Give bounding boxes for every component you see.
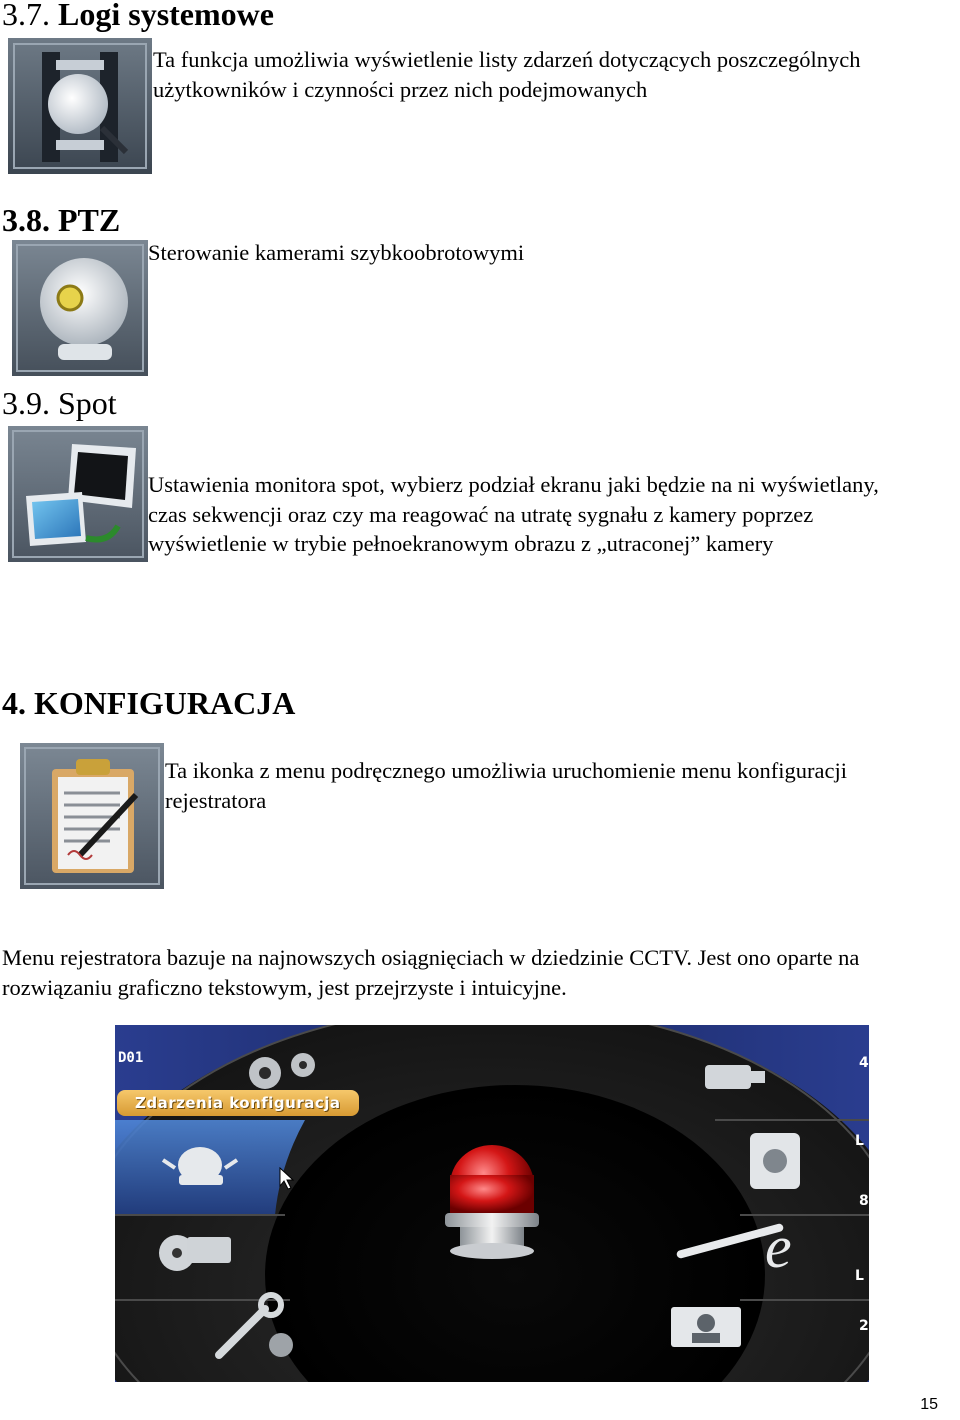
- system-log-icon: [8, 38, 152, 174]
- section-number: 3.7.: [2, 0, 50, 32]
- menu-intro-paragraph: Menu rejestratora bazuje na najnowszych osiągnięciach w dziedzinie CCTV. Jest ono oparte na rozwiązaniu graficzno tekstowym, jest przejrzyste i intuicyjne.: [2, 945, 860, 1000]
- svg-text:2: 2: [859, 1318, 869, 1334]
- section-title: 4. KONFIGURACJA: [2, 685, 296, 721]
- section-heading-config: [2, 685, 295, 721]
- section-description-spot: Ustawienia monitora spot, wybierz podział ekranu jaki będzie na ni wyświetlany, czas sekwencji oraz czy ma reagować na utratę sygnału z kamery poprzez wyświetlenie w trybie pełnoekranowym obrazu z „utraconej” kamery: [148, 472, 879, 556]
- section-title: 3.8. PTZ: [2, 202, 121, 238]
- section-heading-spot: [2, 385, 117, 421]
- section-description-logs: Ta funkcja umożliwia wyświetlenie listy zdarzeń dotyczących poszczególnych użytkowników i czynności przez nich podejmowanych: [153, 47, 861, 102]
- page-number: 15: [920, 1396, 938, 1413]
- menu-tooltip: Zdarzenia konfiguracja: [117, 1090, 359, 1116]
- svg-text:4: 4: [859, 1055, 869, 1071]
- svg-text:L: L: [855, 1133, 864, 1149]
- section-description-config: Ta ikonka z menu podręcznego umożliwia uruchomienie menu konfiguracji rejestratora: [165, 758, 847, 813]
- svg-text:L: L: [855, 1268, 864, 1284]
- spot-monitor-icon: [8, 426, 148, 562]
- svg-text:e: e: [765, 1214, 792, 1280]
- section-description-ptz: Sterowanie kamerami szybkoobrotowymi: [148, 240, 525, 265]
- section-heading-ptz: [2, 202, 120, 238]
- dvr-menu-screenshot: [115, 1025, 869, 1382]
- section-title: 3.9. Spot: [2, 385, 117, 421]
- svg-text:8: 8: [859, 1193, 869, 1209]
- section-heading-logs: [2, 0, 274, 32]
- section-title: Logi systemowe: [58, 0, 274, 32]
- channel-label: D01: [118, 1050, 144, 1066]
- config-clipboard-icon: [20, 743, 164, 889]
- ptz-camera-icon: [12, 240, 148, 376]
